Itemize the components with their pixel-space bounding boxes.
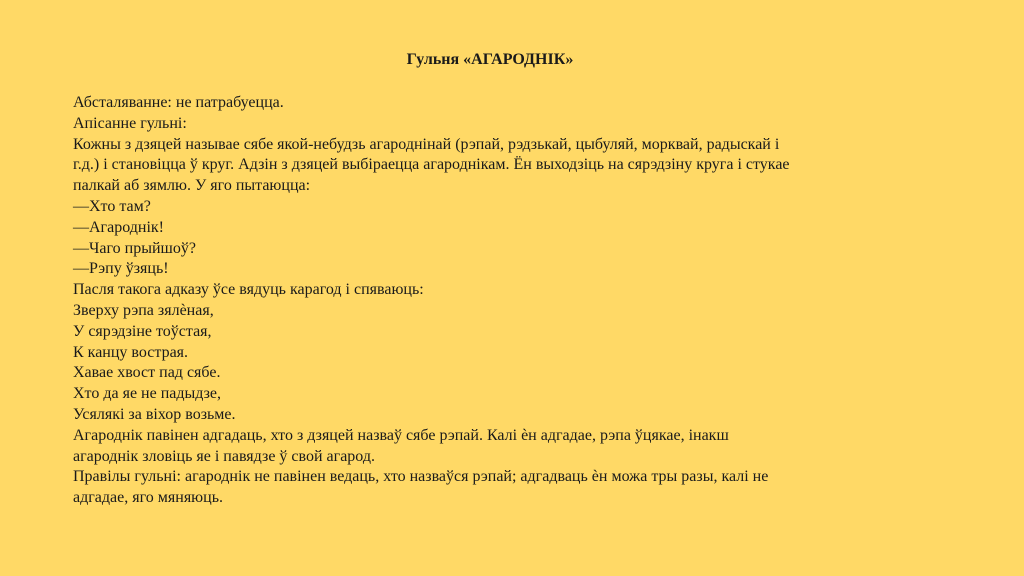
text-line: Агароднік павінен адгадаць, хто з дзяцей назваў сябе рэпай. Калі ѐн адгадае, рэпа ўцякае, інакш (73, 426, 729, 444)
text-line: агароднік зловіць яе і павядзе ў свой агарод. (73, 447, 375, 465)
text-line: Апісанне гульні: (73, 114, 187, 132)
text-line: —Чаго прыйшоў? (73, 239, 196, 257)
text-line: —Агароднік! (73, 218, 165, 236)
slide-body (73, 93, 953, 509)
text-line: —Хто там? (73, 197, 151, 215)
text-line: У сярэдзіне тоўстая, (73, 322, 212, 340)
text-line: Абсталяванне: не патрабуецца. (73, 94, 284, 111)
text-line: Хто да яе не падыдзе, (73, 385, 222, 403)
text-line: Пасля такога адказу ўсе вядуць карагод і спяваюць: (73, 281, 424, 299)
text-line: палкай аб зямлю. У яго пытаюцца: (73, 177, 311, 195)
text-line: Кожны з дзяцей называе сябе якой-небудзь агароднінай (рэпай, рэдзькай, цыбуляй, морквай, радыскай і (73, 135, 780, 153)
slide-title: Гульня «АГАРОДНІК» (406, 51, 574, 68)
text-line: г.д.) і становіцца ў круг. Адзін з дзяцей выбіраецца агароднікам. Ён выходзіць на сярэдзіну круга і стукае (73, 156, 790, 174)
text-line: К канцу вострая. (73, 343, 189, 361)
text-line: Правілы гульні: агароднік не павінен ведаць, хто назваўся рэпай; адгадваць ѐн можа тры разы, калі не (73, 468, 769, 486)
text-line: —Рэпу ўзяць! (73, 260, 169, 278)
text-line: Усялякі за віхор возьме. (73, 405, 236, 423)
text-line: Зверху рэпа зялѐная, (73, 301, 214, 319)
text-line: Хавае хвост пад сябе. (73, 364, 221, 382)
text-line: адгадае, яго мяняюць. (73, 489, 223, 507)
